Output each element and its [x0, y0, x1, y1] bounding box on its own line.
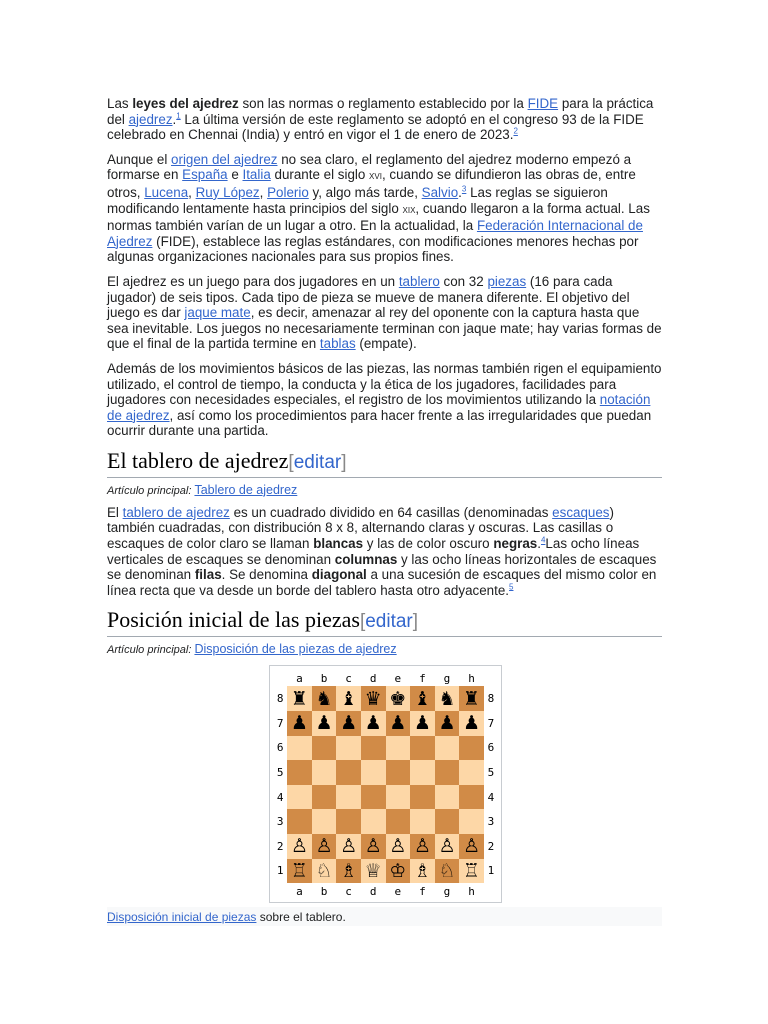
reference-4[interactable]: 4: [540, 535, 546, 545]
file-label: c: [345, 884, 352, 898]
rank-label: 2: [276, 839, 284, 853]
edit-section-link: [editar]: [288, 451, 347, 473]
rank-label: 4: [276, 790, 284, 804]
hatnote: Artículo principal: Disposición de las piezas de ajedrez: [107, 642, 397, 657]
board-square-c7: ♟: [336, 711, 361, 736]
link-espana[interactable]: España: [182, 167, 228, 183]
file-label: d: [369, 884, 377, 898]
rank-label: 3: [487, 815, 495, 829]
intro-paragraph-3: El ajedrez es un juego para dos jugadores en un tablero con 32 piezas (16 para cada jugador) de seis tipos. Cada tipo de pieza se mueve de manera diferente. El objetivo del juego es dar jaque mate, es decir, amenazar al rey del oponente con la captura hasta que sea inevitable. Los juegos no necesariamente terminan con jaque mate; hay varias formas de que el final de la partida termine en tablas (empate).: [107, 273, 662, 352]
link-jaque-mate[interactable]: jaque mate: [184, 305, 251, 321]
board-square-h1: ♖: [459, 859, 484, 884]
board-square-f6: [410, 736, 435, 761]
board-square-g1: ♘: [435, 859, 460, 884]
board-square-d3: [361, 809, 386, 834]
board-square-g4: [435, 785, 460, 810]
board-square-d1: ♕: [361, 859, 386, 884]
rank-label: 1: [487, 864, 495, 878]
file-label: h: [468, 671, 475, 685]
figure-caption: Disposición inicial de piezas sobre el tablero.: [107, 907, 662, 926]
reference-1[interactable]: 1: [176, 111, 181, 121]
board-square-c1: ♗: [336, 859, 361, 884]
rank-label: 5: [487, 766, 495, 780]
board-square-h2: ♙: [459, 834, 484, 859]
board-square-a4: [287, 785, 312, 810]
rank-label: 7: [276, 716, 284, 730]
board-square-d6: [361, 736, 386, 761]
rank-label: 6: [487, 741, 495, 755]
article-body: [107, 96, 662, 926]
chessboard-figure: [269, 665, 502, 903]
board-square-c5: [336, 760, 361, 785]
board-square-c6: [336, 736, 361, 761]
board-square-b7: ♟: [312, 711, 337, 736]
board-square-f2: ♙: [410, 834, 435, 859]
intro-paragraph-2: Aunque el origen del ajedrez no sea claro, el reglamento del ajedrez moderno empezó a formarse en España e Italia durante el siglo xvi, cuando se difundieron las obras de, entre otros, Lucena, Ruy López, Polerio y, algo más tarde, Salvio.$^3$ Las reglas se siguieron modificando lentamente hasta principios del siglo xix, cuando llegaron a la forma actual. Las normas también varían de un lugar a otro. En la actualidad, la Federación Internacional de Ajedrez (FIDE), establece las reglas estándares, con modificaciones menores hechas por algunas organizaciones nacionales para sus propios fines.: [107, 151, 650, 265]
intro-paragraph-4: Además de los movimientos básicos de las piezas, las normas también rigen el equipamiento utilizado, el control de tiempo, la conducta y la ética de los jugadores, facilidades para jugadores con necesidades especiales, el registro de los movimientos utilizando la notación de ajedrez, así como los procedimientos para hacer frente a las irregularidades que puedan ocurrir durante una partida.: [107, 360, 662, 439]
edit-link[interactable]: editar: [365, 611, 413, 633]
rank-label: 7: [487, 716, 495, 730]
board-square-d8: ♛: [361, 686, 386, 711]
board-square-b1: ♘: [312, 859, 337, 884]
chessboard: [273, 670, 498, 899]
board-square-h6: [459, 736, 484, 761]
file-label: g: [443, 671, 451, 685]
section-heading-tablero: El tablero de ajedrez[editar]: [107, 448, 662, 478]
board-square-g7: ♟: [435, 711, 460, 736]
board-square-b8: ♞: [312, 686, 337, 711]
board-square-g5: [435, 760, 460, 785]
board-square-e3: [386, 809, 411, 834]
rank-label: 3: [276, 815, 284, 829]
board-square-e5: [386, 760, 411, 785]
board-square-a7: ♟: [287, 711, 312, 736]
file-label: h: [468, 884, 475, 898]
reference-2[interactable]: 2: [513, 126, 518, 136]
file-label: b: [320, 884, 328, 898]
board-square-b3: [312, 809, 337, 834]
reference-5[interactable]: 5: [509, 582, 514, 592]
board-square-h7: ♟: [459, 711, 484, 736]
bold-term: leyes del ajedrez: [132, 96, 239, 111]
board-square-a8: ♜: [287, 686, 312, 711]
hatnote: Artículo principal: Tablero de ajedrez: [107, 482, 298, 497]
hatnote-link[interactable]: Tablero de ajedrez: [194, 482, 298, 497]
board-square-h8: ♜: [459, 686, 484, 711]
rank-label: 2: [487, 839, 495, 853]
board-square-h4: [459, 785, 484, 810]
board-square-b2: ♙: [312, 834, 337, 859]
board-square-b5: [312, 760, 337, 785]
link-ruy-lopez[interactable]: Ruy López: [195, 184, 260, 200]
board-square-f5: [410, 760, 435, 785]
link-lucena[interactable]: Lucena: [144, 184, 189, 200]
board-square-g6: [435, 736, 460, 761]
board-square-c3: [336, 809, 361, 834]
link-notacion[interactable]: notación de ajedrez: [107, 392, 651, 423]
file-label: b: [320, 671, 328, 685]
link-tablero[interactable]: tablero: [398, 273, 440, 289]
section-heading-posicion: Posición inicial de las piezas[editar]: [107, 607, 662, 637]
hatnote-link[interactable]: Disposición de las piezas de ajedrez: [194, 642, 397, 657]
link-italia[interactable]: Italia: [242, 167, 271, 183]
board-square-f7: ♟: [410, 711, 435, 736]
board-square-f4: [410, 785, 435, 810]
edit-link[interactable]: editar: [293, 451, 342, 473]
link-fide[interactable]: FIDE: [527, 96, 559, 111]
board-square-c8: ♝: [336, 686, 361, 711]
edit-section-link: [editar]: [359, 611, 419, 633]
section-paragraph-tablero: El tablero de ajedrez es un cuadrado dividido en 64 casillas (denominadas escaques) también cuadradas, con distribución 8 x 8, alternando claras y oscuras. Las casillas o escaques de color claro se llaman blancas y las de color oscuro negras.$^4$Las ocho líneas verticales de escaques se denominan columnas y las ocho líneas horizontales de escaques se denominan filas. Se denomina diagonal a una sucesión de escaques del mismo color en línea recta que va desde un borde del tablero hasta otro adyacente.$^5$: [107, 504, 657, 598]
board-square-e1: ♔: [386, 859, 411, 884]
board-square-d5: [361, 760, 386, 785]
file-label: d: [369, 671, 377, 685]
file-label: a: [296, 884, 303, 898]
link-polerio[interactable]: Polerio: [267, 184, 309, 200]
link-piezas[interactable]: piezas: [487, 273, 527, 289]
link-origen[interactable]: origen del ajedrez: [171, 151, 278, 167]
board-square-h5: [459, 760, 484, 785]
rank-label: 1: [276, 864, 284, 878]
file-label: a: [296, 671, 303, 685]
board-square-d2: ♙: [361, 834, 386, 859]
board-square-a5: [287, 760, 312, 785]
rank-label: 5: [276, 766, 284, 780]
board-square-d4: [361, 785, 386, 810]
board-square-a3: [287, 809, 312, 834]
board-square-b6: [312, 736, 337, 761]
file-label: e: [394, 884, 402, 898]
file-label: g: [443, 884, 451, 898]
rank-label: 4: [487, 790, 495, 804]
link-ajedrez[interactable]: ajedrez: [128, 111, 173, 127]
rank-label: 6: [276, 741, 284, 755]
board-square-f3: [410, 809, 435, 834]
board-square-f8: ♝: [410, 686, 435, 711]
board-square-d7: ♟: [361, 711, 386, 736]
link-federacion[interactable]: Federación Internacional de Ajedrez: [107, 218, 643, 249]
intro-paragraph-1: Las leyes del ajedrez son las normas o reglamento establecido por la FIDE para la práctica del ajedrez.$^1$ La última versión de este reglamento se adoptó en el congreso 93 de la FIDE celebrado en Chennai (India) y entró en vigor el 1 de enero de 2023.$^2$: [107, 96, 654, 143]
file-label: c: [345, 671, 352, 685]
board-square-e4: [386, 785, 411, 810]
board-square-e7: ♟: [386, 711, 411, 736]
board-square-g2: ♙: [435, 834, 460, 859]
board-square-c4: [336, 785, 361, 810]
reference-3[interactable]: 3: [461, 184, 467, 194]
board-square-a2: ♙: [287, 834, 312, 859]
board-square-h3: [459, 809, 484, 834]
board-square-g8: ♞: [435, 686, 460, 711]
caption-link[interactable]: Disposición inicial de piezas: [107, 910, 257, 925]
board-square-e6: [386, 736, 411, 761]
board-square-a1: ♖: [287, 859, 312, 884]
rank-label: 8: [276, 692, 284, 706]
board-square-g3: [435, 809, 460, 834]
board-square-f1: ♗: [410, 859, 435, 884]
link-tablas[interactable]: tablas: [319, 336, 356, 352]
board-square-a6: [287, 736, 312, 761]
link-salvio[interactable]: Salvio: [421, 184, 459, 200]
board-square-e8: ♚: [386, 686, 411, 711]
file-label: f: [419, 671, 426, 685]
board-square-b4: [312, 785, 337, 810]
link-tablero-de-ajedrez[interactable]: tablero de ajedrez: [122, 504, 230, 520]
file-label: e: [394, 671, 402, 685]
link-escaques[interactable]: escaques: [552, 504, 610, 520]
rank-label: 8: [487, 692, 495, 706]
board-square-e2: ♙: [386, 834, 411, 859]
board-square-c2: ♙: [336, 834, 361, 859]
file-label: f: [419, 884, 426, 898]
